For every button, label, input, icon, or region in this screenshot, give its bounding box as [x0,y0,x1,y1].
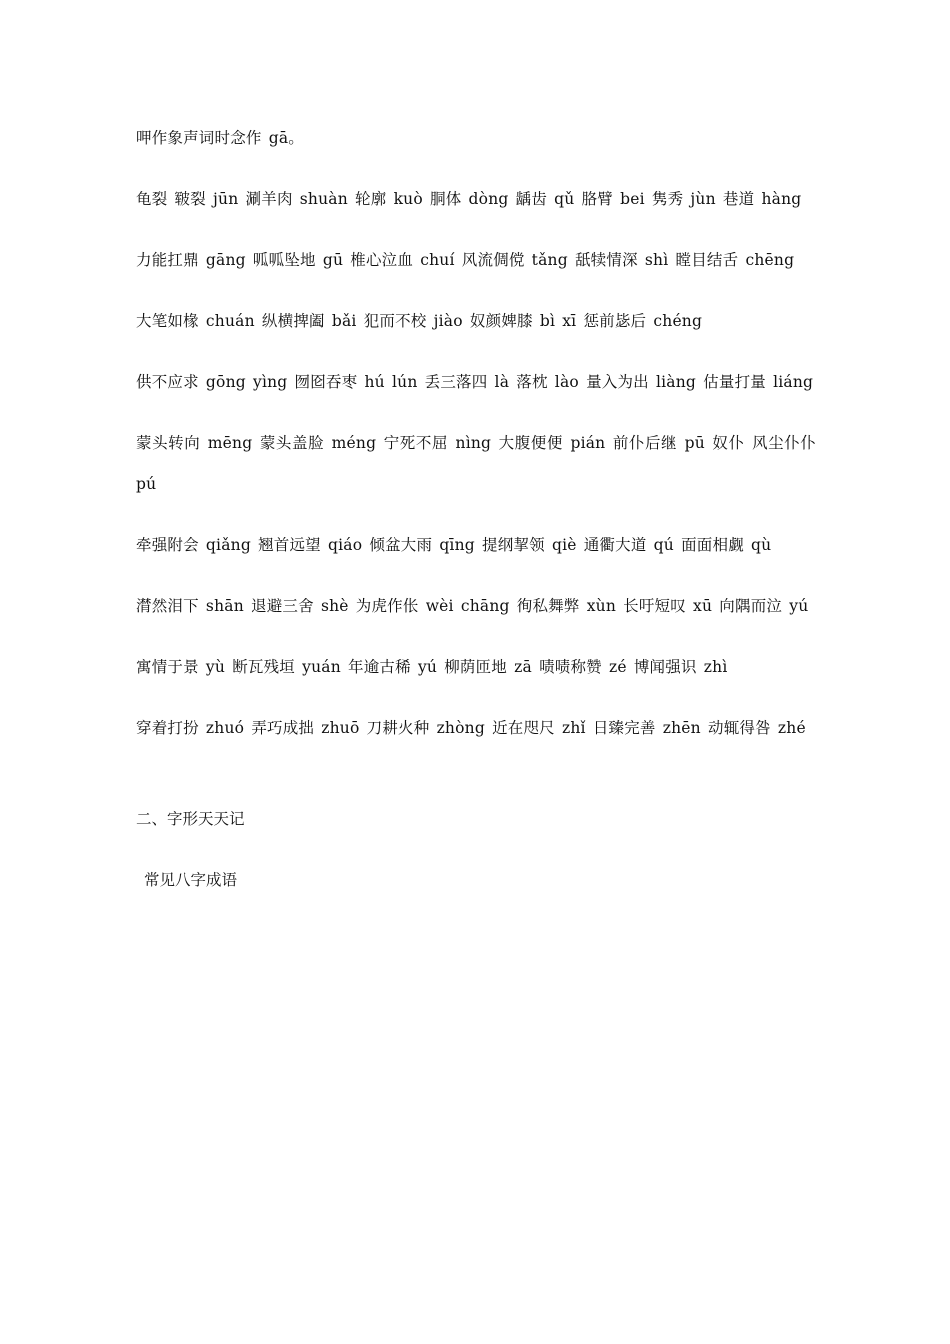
paragraph-1: 呷作象声词时念作 gā。 [136,129,304,147]
paragraph-5: 供不应求 gōng yìng 囫囵吞枣 hú lún 丢三落四 là 落枕 lào 量入为出 liàng 估量打量 liáng [136,373,814,391]
paragraph-9: 寓情于景 yù 断瓦残垣 yuán 年逾古稀 yú 柳荫匝地 zā 啧啧称赞 zé 博闻强识 zhì [136,658,728,676]
paragraph-8: 潸然泪下 shān 退避三舍 shè 为虎作伥 wèi chāng 徇私舞弊 xùn 长吁短叹 xū 向隅而泣 yú [136,597,809,615]
subsection-heading: 常见八字成语 [144,871,238,889]
paragraph-7: 牵强附会 qiǎng 翘首远望 qiáo 倾盆大雨 qīng 提纲挈领 qiè 通衢大道 qú 面面相觑 qù [136,536,772,554]
document-body [136,118,816,901]
paragraph-2: 龟裂 皲裂 jūn 涮羊肉 shuàn 轮廓 kuò 胴体 dòng 龋齿 qǔ 胳臂 bei 隽秀 jùn 巷道 hàng [136,190,802,208]
section-heading: 二、字形天天记 [136,810,245,828]
paragraph-4: 大笔如椽 chuán 纵横捭阖 bǎi 犯而不校 jiào 奴颜婢膝 bì xī 惩前毖后 chéng [136,312,703,330]
paragraph-3: 力能扛鼎 gāng 呱呱坠地 gū 椎心泣血 chuí 风流倜傥 tǎng 舐犊情深 shì 瞠目结舌 chēng [136,251,795,269]
paragraph-6: 蒙头转向 mēng 蒙头盖脸 méng 宁死不屈 nìng 大腹便便 pián 前仆后继 pū 奴仆 风尘仆仆 pú [136,434,816,493]
paragraph-10: 穿着打扮 zhuó 弄巧成拙 zhuō 刀耕火种 zhòng 近在咫尺 zhǐ 日臻完善 zhēn 动辄得咎 zhé [136,719,806,737]
section-spacer [136,769,816,799]
